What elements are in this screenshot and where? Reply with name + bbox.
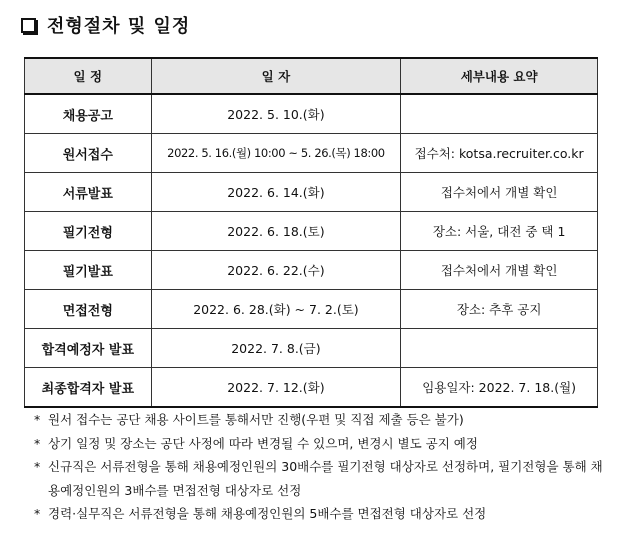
header-stage: 일 정 xyxy=(25,58,152,94)
stage-cell: 채용공고 xyxy=(25,94,152,134)
stage-cell: 원서접수 xyxy=(25,134,152,173)
schedule-table xyxy=(24,57,598,408)
detail-cell: 임용일자: 2022. 7. 18.(월) xyxy=(401,368,598,408)
date-cell: 2022. 6. 28.(화) ~ 7. 2.(토) xyxy=(151,290,401,329)
date-cell: 2022. 7. 8.(금) xyxy=(151,329,401,368)
header-detail: 세부내용 요약 xyxy=(401,58,598,94)
stage-cell: 필기발표 xyxy=(25,251,152,290)
date-cell: 2022. 5. 16.(월) 10:00 ~ 5. 26.(목) 18:00 xyxy=(151,134,401,173)
table-header-row xyxy=(25,58,598,94)
detail-cell: 접수처: kotsa.recruiter.co.kr xyxy=(401,134,598,173)
date-cell: 2022. 6. 18.(토) xyxy=(151,212,401,251)
note-text: 상기 일정 및 장소는 공단 사정에 따라 변경될 수 있으며, 변경시 별도 공지 예정 xyxy=(48,435,478,451)
stage-cell: 면접전형 xyxy=(25,290,152,329)
stage-cell: 필기전형 xyxy=(25,212,152,251)
note-text: 신규직은 서류전형을 통해 채용예정인원의 30배수를 필기전형 대상자로 선정하며, 필기전형을 통해 채용예정인원의 3배수를 면접전형 대상자로 선정 xyxy=(48,459,603,498)
note-item xyxy=(34,502,614,526)
date-cell: 2022. 6. 14.(화) xyxy=(151,173,401,212)
detail-cell xyxy=(401,329,598,368)
note-item xyxy=(34,455,614,502)
note-text: 원서 접수는 공단 채용 사이트를 통해서만 진행(우편 및 직접 제출 등은 불가) xyxy=(48,412,464,427)
stage-cell: 합격예정자 발표 xyxy=(25,329,152,368)
table-row xyxy=(25,173,598,212)
checkbox-square-icon xyxy=(21,18,36,33)
header-date: 일 자 xyxy=(151,58,401,94)
detail-cell: 장소: 추후 공지 xyxy=(401,290,598,329)
date-cell: 2022. 6. 22.(수) xyxy=(151,251,401,290)
note-bullet: * xyxy=(34,459,41,474)
table-row xyxy=(25,134,598,173)
table-row xyxy=(25,290,598,329)
note-text: 경력·실무직은 서류전형을 통해 채용예정인원의 5배수를 면접전형 대상자로 선정 xyxy=(48,506,487,521)
note-bullet: * xyxy=(34,506,41,521)
note-item xyxy=(34,432,614,456)
table-row xyxy=(25,368,598,408)
table-row xyxy=(25,94,598,134)
table-row xyxy=(25,212,598,251)
table-row xyxy=(25,251,598,290)
detail-cell xyxy=(401,94,598,134)
date-cell: 2022. 7. 12.(화) xyxy=(151,368,401,408)
stage-cell: 최종합격자 발표 xyxy=(25,368,152,408)
note-bullet: * xyxy=(34,435,41,451)
section-title-text: 전형절차 및 일정 xyxy=(47,16,191,37)
detail-cell: 접수처에서 개별 확인 xyxy=(401,173,598,212)
stage-cell: 서류발표 xyxy=(25,173,152,212)
detail-cell: 장소: 서울, 대전 중 택 1 xyxy=(401,212,598,251)
table-row xyxy=(25,329,598,368)
note-bullet: * xyxy=(34,412,41,427)
date-cell: 2022. 5. 10.(화) xyxy=(151,94,401,134)
detail-cell: 접수처에서 개별 확인 xyxy=(401,251,598,290)
notes-list xyxy=(34,408,614,526)
note-item xyxy=(34,408,614,432)
section-title xyxy=(21,9,190,41)
